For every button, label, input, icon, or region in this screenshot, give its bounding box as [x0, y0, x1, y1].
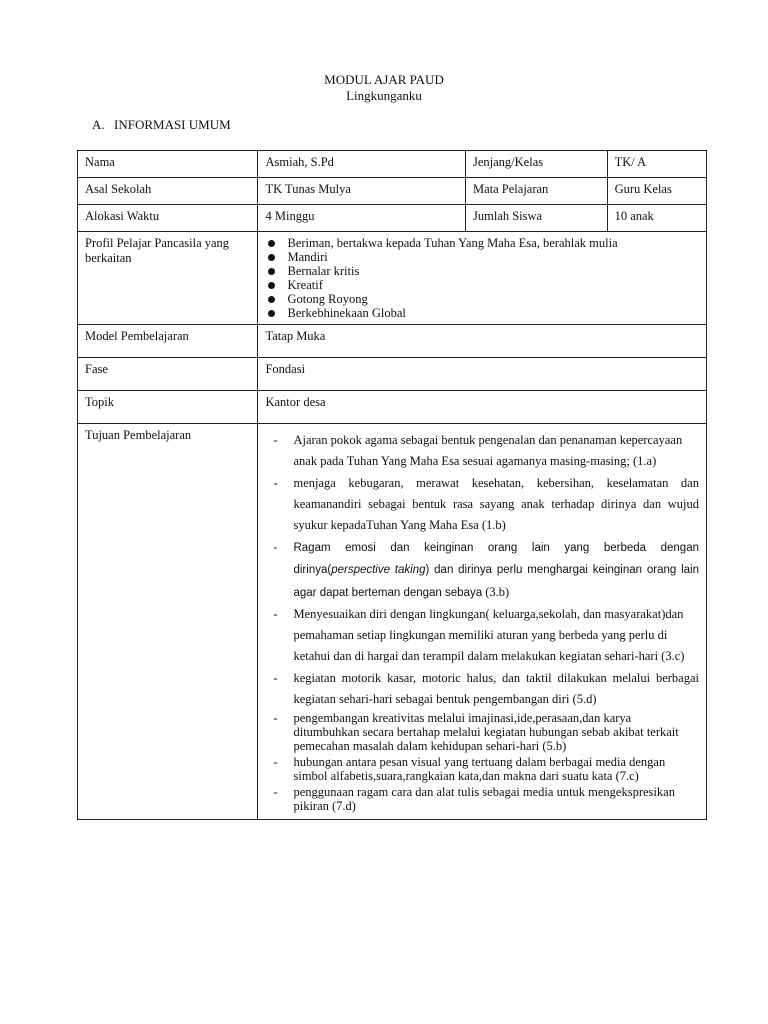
mapel-value: Guru Kelas — [607, 178, 706, 205]
topik-label: Topik — [78, 391, 258, 424]
mapel-label: Mata Pelajaran — [465, 178, 607, 205]
profil-label: Profil Pelajar Pancasila yang berkaitan — [78, 232, 258, 325]
list-item: - pengembangan kreativitas melalui imajinasi,ide,perasaan,dan karya ditumbuhkan secara bertahap melalui kegiatan hubungan sebab akibat terkait pemecahan masalah dalam kehidupan sehari-hari (5.b) — [265, 711, 699, 753]
section-number: A. — [92, 117, 105, 132]
info-table — [77, 150, 707, 820]
table-row — [78, 178, 707, 205]
section-title: INFORMASI UMUM — [114, 117, 231, 132]
jenjang-label: Jenjang/Kelas — [465, 151, 607, 178]
alokasi-label: Alokasi Waktu — [78, 205, 258, 232]
model-label: Model Pembelajaran — [78, 325, 258, 358]
tujuan-3b-code: (3.b) — [482, 585, 510, 599]
table-row — [78, 232, 707, 325]
fase-label: Fase — [78, 358, 258, 391]
siswa-value: 10 anak — [607, 205, 706, 232]
table-row — [78, 151, 707, 178]
table-row — [78, 358, 707, 391]
tujuan-list — [265, 430, 699, 813]
tujuan-cell — [258, 424, 707, 820]
list-item: - menjaga kebugaran, merawat kesehatan, kebersihan, keselamatan dan keamanandiri sebagai bentuk rasa sayang anak terhadap dirinya dan wujud syukur kepadaTuhan Yang Maha Esa (1.b) — [265, 473, 699, 536]
tujuan-3b-italic: perspective taking — [331, 564, 426, 576]
tujuan-3b-text-2: ) dan dirinya perlu menghargai keinginan orang lain agar dapat berteman dengan sebaya — [293, 564, 699, 599]
list-item: - penggunaan ragam cara dan alat tulis sebagai media untuk mengekspresikan pikiran (7.d) — [265, 785, 699, 813]
table-row — [78, 391, 707, 424]
list-item: - hubungan antara pesan visual yang tertuang dalam berbagai media dengan simbol alfabetis,suara,rangkaian kata,dan makna dari suatu kata (7.c) — [265, 755, 699, 783]
fase-value: Fondasi — [258, 358, 707, 391]
list-item: Berkebhinekaan Global — [265, 306, 699, 320]
sekolah-label: Asal Sekolah — [78, 178, 258, 205]
list-item: - Ajaran pokok agama sebagai bentuk pengenalan dan penanaman kepercayaan anak pada Tuhan Yang Maha Esa sesuai agamanya masing-masing; (1.a) — [265, 430, 699, 472]
list-item: Kreatif — [265, 278, 699, 292]
model-value: Tatap Muka — [258, 325, 707, 358]
profil-list — [265, 236, 699, 320]
jenjang-value: TK/ A — [607, 151, 706, 178]
tujuan-3b-text: Ragam emosi dan keinginan orang lain yang berbeda dengan dirinya( — [293, 542, 699, 576]
list-item: - Menyesuaikan diri dengan lingkungan( keluarga,sekolah, dan masyarakat)dan pemahaman setiap lingkungan memiliki aturan yang berbeda yang perlu di ketahui dan di hargai dan terampil dalam melakukan kegiatan sehari-hari (3.c) — [265, 604, 699, 667]
profil-cell — [258, 232, 707, 325]
document-subtitle: Lingkunganku — [346, 88, 422, 103]
list-item: Gotong Royong — [265, 292, 699, 306]
sekolah-value: TK Tunas Mulya — [258, 178, 466, 205]
list-item: Bernalar kritis — [265, 264, 699, 278]
list-item: Mandiri — [265, 250, 699, 264]
table-row — [78, 325, 707, 358]
nama-label: Nama — [78, 151, 258, 178]
list-item: Beriman, bertakwa kepada Tuhan Yang Maha Esa, berahlak mulia — [265, 236, 699, 250]
table-row — [78, 205, 707, 232]
list-item — [265, 537, 699, 604]
document-title: MODUL AJAR PAUD — [324, 72, 444, 87]
list-item: - kegiatan motorik kasar, motoric halus, dan taktil dilakukan melalui berbagai kegiatan sehari-hari sebagai bentuk pengembangan diri (5.d) — [265, 668, 699, 710]
tujuan-label: Tujuan Pembelajaran — [78, 424, 258, 820]
nama-value: Asmiah, S.Pd — [258, 151, 466, 178]
siswa-label: Jumlah Siswa — [465, 205, 607, 232]
topik-value: Kantor desa — [258, 391, 707, 424]
alokasi-value: 4 Minggu — [258, 205, 466, 232]
table-row — [78, 424, 707, 820]
section-heading — [92, 117, 231, 133]
